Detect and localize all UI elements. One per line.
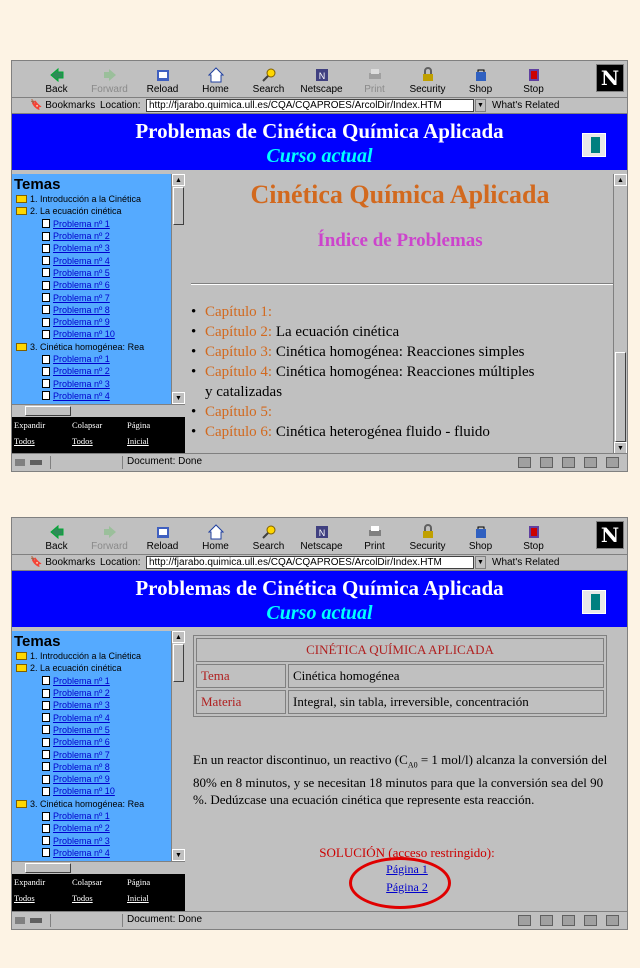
content-frame-index [187,174,613,454]
bookmarks-button[interactable]: 🔖 Bookmarks [30,100,96,111]
tree-folder-item[interactable] [12,205,171,217]
expand-all-link[interactable]: Expandir Todos [14,420,46,446]
tree-item-label: Problema nº 5 [53,724,110,735]
tree-item-label: Problema nº 4 [53,712,110,723]
tree-item-label: 1. Introducción a la Cinética [30,651,142,662]
back-button[interactable]: Back [30,518,83,554]
tree-item-label: Problema nº 3 [53,243,110,254]
chapter-title: Cinética heterogénea fluido - fluido [275,424,490,440]
security-button[interactable]: Security [401,61,454,97]
home-page-link[interactable]: Página Inicial [127,420,151,446]
tree-title: Temas [14,633,61,650]
navigation-toolbar [12,61,627,98]
document-icon [42,219,50,228]
sidebar-hscrollbar[interactable] [12,404,185,417]
tree-item-label: Problema nº 2 [53,366,110,377]
scroll-down-icon[interactable]: ▼ [172,392,185,404]
forward-arrow-icon [102,524,118,540]
netscape-logo: N [596,521,624,549]
print-icon [367,67,383,83]
tree-problem-item[interactable] [12,675,171,687]
document-icon [42,293,50,302]
materia-value: Integral, sin tabla, irreversible, concentración [288,690,604,714]
tree-problem-item[interactable] [12,316,171,328]
tree-problem-item[interactable] [12,390,171,402]
tree-list [12,193,171,402]
chapter-number[interactable]: Capítulo 4: [205,364,273,380]
tree-problem-item[interactable] [12,353,171,365]
document-icon [42,367,50,376]
tree-nav-box [12,417,185,454]
tree-item-label: Problema nº 3 [53,700,110,711]
netscape-button[interactable]: N Netscape [295,61,348,97]
back-button[interactable]: Back [30,61,83,97]
tree-item-label: Problema nº 2 [53,688,110,699]
document-icon [42,713,50,722]
materia-label: Materia [196,690,286,714]
browser-window-problem [11,517,628,930]
tree-problem-item[interactable] [12,218,171,230]
netscape-icon [314,524,330,540]
home-button[interactable]: Home [189,61,242,97]
page-1-link[interactable]: Página 1 [386,862,428,876]
tree-nav-box [12,874,185,911]
stop-button[interactable]: Stop [507,61,560,97]
reload-button[interactable]: Reload [136,61,189,97]
tree-problem-item[interactable] [12,304,171,316]
tree-item-label: Problema nº 4 [53,255,110,266]
location-label: Location: [100,557,141,568]
chapter-number[interactable]: Capítulo 1: [205,304,273,320]
content-subtitle: Índice de Problemas [317,230,483,251]
scroll-thumb[interactable] [173,644,184,682]
page-2-link[interactable]: Página 2 [386,880,428,894]
scroll-thumb[interactable] [173,187,184,225]
banner-subtitle: Curso actual [266,602,373,624]
banner-subtitle: Curso actual [266,145,373,167]
expand-all-link[interactable]: Expandir Todos [14,877,46,903]
document-icon [42,750,50,759]
hscroll-thumb[interactable] [25,406,71,416]
chapter-item[interactable] [205,302,535,322]
tema-value: Cinética homogénea [288,664,604,688]
stop-icon [526,67,542,83]
tree-problem-item[interactable] [12,785,171,797]
topic-tree [12,174,171,404]
scroll-up-icon[interactable]: ▲ [614,174,627,186]
netscape-logo: N [596,64,624,92]
tree-problem-item[interactable] [12,847,171,859]
tree-problem-item[interactable] [12,328,171,340]
tree-problem-item[interactable] [12,279,171,291]
folder-icon [16,652,27,660]
tree-item-label: Problema nº 10 [53,786,115,797]
tree-problem-item[interactable] [12,365,171,377]
document-icon [42,268,50,277]
lock-icon [420,524,436,540]
tree-item-label: Problema nº 7 [53,292,110,303]
home-button[interactable]: Home [189,518,242,554]
tree-item-label: Problema nº 9 [53,774,110,785]
tree-item-label: Problema nº 10 [53,329,115,340]
sidebar-vscrollbar[interactable] [171,174,185,404]
tree-item-label: Problema nº 2 [53,823,110,834]
component-tray [518,457,619,468]
tray-icon[interactable] [584,457,597,468]
tree-item-label: Problema nº 1 [53,811,110,821]
search-icon [261,524,277,540]
chapter-item[interactable] [205,362,535,402]
tray-icon[interactable] [606,457,619,468]
print-button[interactable]: Print [348,61,401,97]
navigation-toolbar [12,518,627,555]
tree-folder-item[interactable] [12,341,171,353]
netscape-icon [314,67,330,83]
problem-statement: En un reactor discontinuo, un reactivo ($C_{A0} = 1$ mol/l) alcanza la conversión del 80% en 8 minutos, y se necesitan 18 minutos para que la conversión sea del 90 %. Dedúzcase una ecuación cinética que represente esta reacción. [193,752,608,807]
tree-folder-item[interactable] [12,662,171,674]
connection-icon [14,457,44,468]
banner-title: Problemas de Cinética Química Aplicada [135,576,504,600]
document-icon [42,318,50,327]
tree-problem-item[interactable] [12,736,171,748]
chapter-number[interactable]: Capítulo 6: [205,424,273,440]
tree-item-label: Problema nº 5 [53,267,110,278]
tree-item-label: Problema nº 1 [53,218,110,229]
tree-item-label: 2. La ecuación cinética [30,663,122,674]
tree-item-label: Problema nº 8 [53,304,110,315]
whats-related-button[interactable]: What's Related [492,100,560,111]
tree-item-label: Problema nº 8 [53,761,110,772]
document-icon [42,379,50,388]
chapter-list [205,302,535,442]
tray-icon[interactable] [518,457,531,468]
tray-icon[interactable] [540,915,553,926]
security-button[interactable]: Security [401,518,454,554]
tree-item-label: Problema nº 1 [53,675,110,686]
folder-icon [16,800,27,808]
document-icon [42,330,50,339]
tree-item-label: Problema nº 6 [53,737,110,748]
tree-item-label: Problema nº 6 [53,280,110,291]
sidebar-vscrollbar[interactable] [171,631,185,861]
reload-icon [155,524,171,540]
tree-item-label: 3. Cinética homogénea: Rea [30,798,145,809]
topic-tree [12,631,171,861]
search-button[interactable]: Search [242,61,295,97]
tree-item-label: 1. Introducción a la Cinética [30,194,142,205]
tray-icon[interactable] [518,915,531,926]
solution-label: SOLUCIÓN (acceso restringido): [319,845,495,860]
reload-button[interactable]: Reload [136,518,189,554]
tree-problem-item[interactable] [12,834,171,846]
search-icon [261,67,277,83]
chapter-title: Cinética homogénea: Reacciones múltiples [275,364,535,380]
document-icon [42,725,50,734]
browser-window-index [11,60,628,472]
scroll-down-icon[interactable]: ▼ [172,849,185,861]
tree-problem-item[interactable] [12,687,171,699]
tray-icon[interactable] [562,915,575,926]
chapter-number[interactable]: Capítulo 5: [205,404,273,420]
stop-icon [526,524,542,540]
tree-problem-item[interactable] [12,748,171,760]
search-button[interactable]: Search [242,518,295,554]
chapter-item[interactable] [205,322,535,342]
forward-button[interactable]: Forward [83,518,136,554]
content-frame-problem [187,631,627,911]
location-bar [12,98,627,114]
document-icon [42,232,50,241]
chapter-title-cont: y catalizadas [205,384,283,400]
tree-item-label: Problema nº 9 [53,317,110,328]
tema-label: Tema [196,664,286,688]
shop-icon [473,524,489,540]
location-bar [12,555,627,571]
tree-item-label: 3. Cinética homogénea: Rea [30,341,145,352]
tree-item-label: Problema nº 2 [53,231,110,242]
tree-problem-item[interactable] [12,377,171,389]
document-icon [42,762,50,771]
folder-icon [16,343,27,351]
tree-item-label: Problema nº 4 [53,390,110,401]
folder-icon [16,664,27,672]
tree-problem-item[interactable] [12,242,171,254]
document-icon [42,676,50,685]
tree-problem-item[interactable] [12,267,171,279]
hscroll-thumb[interactable] [25,863,71,873]
collapse-all-link[interactable]: Colapsar Todos [72,877,103,903]
chapter-number[interactable]: Capítulo 2: [205,324,273,340]
highlight-ellipse [349,857,451,909]
scroll-up-icon[interactable]: ▲ [172,174,185,186]
tree-item-label: 2. La ecuación cinética [30,206,122,217]
tree-problem-item[interactable] [12,761,171,773]
tree-problem-item[interactable] [12,822,171,834]
stop-button[interactable]: Stop [507,518,560,554]
print-icon [367,524,383,540]
document-icon [42,701,50,710]
collapse-all-link[interactable]: Colapsar Todos [72,420,103,446]
document-icon [42,836,50,845]
tree-problem-item[interactable] [12,291,171,303]
banner-title: Problemas de Cinética Química Aplicada [135,119,504,143]
divider [191,283,613,285]
tree-problem-item[interactable] [12,711,171,723]
document-icon [42,256,50,265]
scroll-down-icon[interactable]: ▼ [614,442,627,454]
netscape-button[interactable]: N Netscape [295,518,348,554]
shop-icon [473,67,489,83]
svg-text:N: N [318,71,325,81]
folder-icon [16,207,27,215]
scroll-thumb[interactable] [615,352,626,442]
problem-info-table [193,635,607,717]
forward-button[interactable]: Forward [83,61,136,97]
content-title: Cinética Química Aplicada [250,180,550,209]
document-icon [42,824,50,833]
forward-arrow-icon [102,67,118,83]
tree-item-label: Problema nº 7 [53,749,110,760]
document-icon [42,391,50,400]
content-vscrollbar[interactable] [613,174,627,454]
home-page-link[interactable]: Página Inicial [127,877,151,903]
shop-button[interactable]: Shop [454,61,507,97]
status-bar [12,453,627,471]
tray-icon[interactable] [540,457,553,468]
sidebar-frame [12,631,185,911]
svg-text:N: N [318,528,325,538]
tree-problem-item[interactable] [12,230,171,242]
chapter-item[interactable] [205,422,535,442]
document-icon [42,281,50,290]
chapter-number[interactable]: Capítulo 3: [205,344,273,360]
status-text: Document: Done [127,914,203,925]
tree-item-label: Problema nº 1 [53,354,110,364]
document-icon [42,738,50,747]
table-header: CINÉTICA QUÍMICA APLICADA [196,638,604,662]
bookmarks-button[interactable]: 🔖 Bookmarks [30,557,96,568]
whats-related-button[interactable]: What's Related [492,557,560,568]
home-icon [208,524,224,540]
url-dropdown-icon[interactable]: ▼ [475,556,486,569]
scroll-up-icon[interactable]: ▲ [172,631,185,643]
tree-list [12,650,171,859]
sidebar-hscrollbar[interactable] [12,861,185,874]
document-icon [42,848,50,857]
home-icon [208,67,224,83]
tree-item-label: Problema nº 4 [53,847,110,858]
tree-problem-item[interactable] [12,699,171,711]
shop-button[interactable]: Shop [454,518,507,554]
tree-folder-item[interactable] [12,798,171,810]
back-arrow-icon [49,67,65,83]
component-tray [518,915,619,926]
frames-area [12,174,627,454]
exit-door-icon[interactable] [582,590,606,614]
sidebar-frame [12,174,185,454]
document-icon [42,244,50,253]
frames-area [12,631,627,911]
tray-icon[interactable] [606,915,619,926]
status-bar [12,911,627,929]
document-icon [42,812,50,821]
exit-door-icon[interactable] [582,133,606,157]
document-icon [42,787,50,796]
tray-icon[interactable] [562,457,575,468]
lock-icon [420,67,436,83]
tree-problem-item[interactable] [12,254,171,266]
document-icon [42,305,50,314]
banner [12,114,627,170]
url-input[interactable]: http://fjarabo.quimica.ull.es/CQA/CQAPROES/ArcolDir/Index.HTM [146,556,474,569]
print-button[interactable]: Print [348,518,401,554]
tree-problem-item[interactable] [12,724,171,736]
document-icon [42,775,50,784]
tree-item-label: Problema nº 3 [53,378,110,389]
document-icon [42,689,50,698]
reload-icon [155,67,171,83]
banner [12,571,627,627]
tree-item-label: Problema nº 3 [53,835,110,846]
tree-problem-item[interactable] [12,810,171,822]
back-arrow-icon [49,524,65,540]
tree-problem-item[interactable] [12,773,171,785]
url-dropdown-icon[interactable]: ▼ [475,99,486,112]
connection-icon [14,915,44,926]
location-label: Location: [100,100,141,111]
tray-icon[interactable] [584,915,597,926]
tree-folder-item[interactable] [12,650,171,662]
url-input[interactable]: http://fjarabo.quimica.ull.es/CQA/CQAPROES/ArcolDir/Index.HTM [146,99,474,112]
chapter-item[interactable] [205,402,535,422]
document-icon [42,355,50,364]
status-text: Document: Done [127,456,203,467]
chapter-item[interactable] [205,342,535,362]
chapter-title: Cinética homogénea: Reacciones simples [275,344,525,360]
chapter-title: La ecuación cinética [275,324,400,340]
tree-folder-item[interactable] [12,193,171,205]
tree-title: Temas [14,176,61,193]
folder-icon [16,195,27,203]
